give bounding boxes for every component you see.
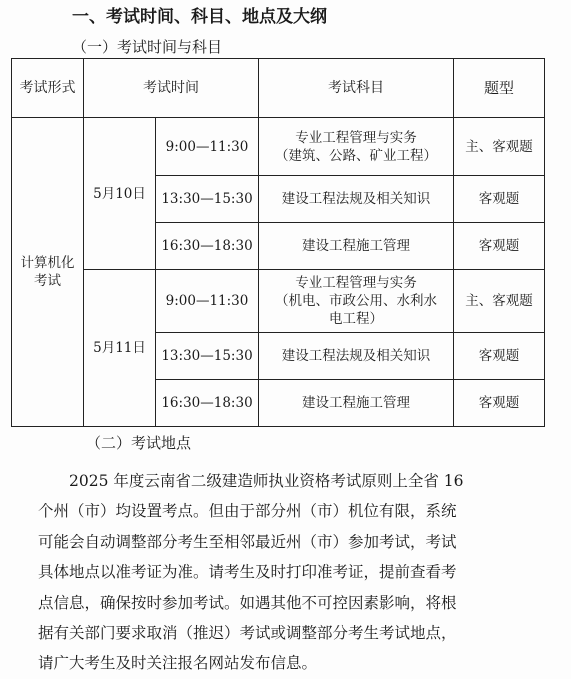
header-exam-subject: 考试科目	[259, 59, 454, 118]
subject-cell: 建设工程施工管理	[259, 223, 454, 270]
subject-line: 电工程）	[329, 311, 383, 327]
paragraph-line: 具体地点以准考证为准。请考生及时打印准考证，提前查看考	[38, 563, 457, 582]
time-cell: 16:30—18:30	[156, 223, 259, 270]
time-cell: 9:00—11:30	[156, 270, 259, 333]
subject-cell: 建设工程施工管理	[259, 380, 454, 427]
table-row	[12, 270, 545, 333]
table-row	[12, 118, 545, 176]
subject-line: 专业工程管理与实务	[295, 129, 417, 146]
time-cell: 9:00—11:30	[156, 118, 259, 176]
type-cell: 客观题	[454, 223, 545, 270]
time-cell: 13:30—15:30	[156, 333, 259, 380]
paragraph-line: 2025 年度云南省二级建造师执业资格考试原则上全省 16	[38, 472, 464, 490]
subject-cell: 建设工程法规及相关知识	[259, 176, 454, 223]
exam-form-cell	[12, 118, 84, 427]
location-paragraph	[38, 466, 538, 679]
subject-line: （机电、市政公用、水利水	[275, 293, 437, 309]
subject-cell: 建设工程法规及相关知识	[259, 333, 454, 380]
subject-cell	[259, 118, 454, 176]
type-cell: 主、客观题	[454, 118, 545, 176]
type-cell: 主、客观题	[454, 270, 545, 333]
type-cell: 客观题	[454, 333, 545, 380]
time-cell: 13:30—15:30	[156, 176, 259, 223]
header-exam-time: 考试时间	[84, 59, 259, 118]
section-heading: 一、考试时间、科目、地点及大纲	[72, 7, 327, 27]
date-cell: 5月10日	[84, 118, 156, 270]
subsection-heading-schedule: （一）考试时间与科目	[72, 38, 223, 56]
paragraph-line: 据有关部门要求取消（推迟）考试或调整部分考生考试地点，	[38, 624, 457, 643]
paragraph-line: 点信息，确保按时参加考试。如遇其他不可控因素影响，将根	[38, 593, 457, 612]
subject-line: 专业工程管理与实务	[295, 275, 417, 291]
table-header-row	[12, 59, 545, 118]
exam-form-line: 考试	[34, 273, 61, 289]
date-cell: 5月11日	[84, 270, 156, 427]
header-question-type: 题型	[454, 59, 545, 118]
exam-schedule-table	[11, 58, 545, 427]
type-cell: 客观题	[454, 176, 545, 223]
paragraph-line: 个州（市）均设置考点。但由于部分州（市）机位有限，系统	[38, 502, 457, 521]
header-exam-form: 考试形式	[12, 59, 84, 118]
time-cell: 16:30—18:30	[156, 380, 259, 427]
type-cell: 客观题	[454, 380, 545, 427]
subject-cell	[259, 270, 454, 333]
paragraph-line: 请广大考生及时关注报名网站发布信息。	[38, 654, 318, 673]
subject-line: （建筑、公路、矿业工程）	[275, 147, 437, 164]
subsection-heading-location: （二）考试地点	[86, 434, 192, 452]
paragraph-line: 可能会自动调整部分考生至相邻最近州（市）参加考试，考试	[38, 532, 457, 551]
exam-form-line: 计算机化	[20, 255, 75, 271]
